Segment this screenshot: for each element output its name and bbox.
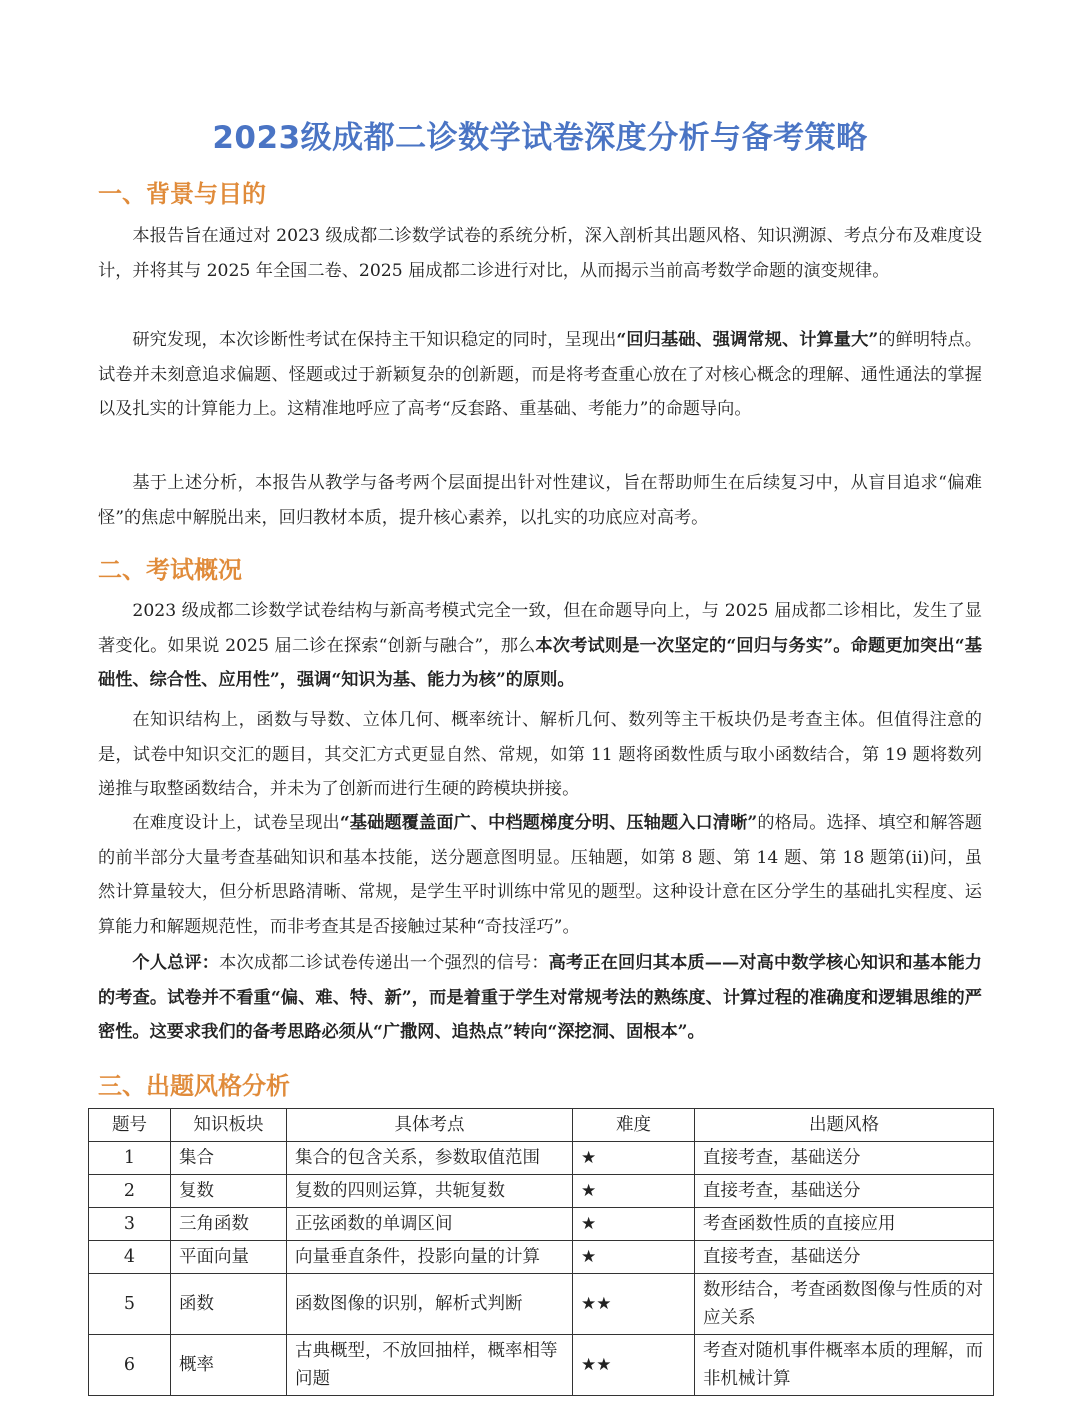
cell-block: 函数 [171, 1274, 287, 1335]
cell-no: 4 [89, 1241, 171, 1274]
cell-difficulty: ★ [573, 1208, 695, 1241]
cell-style: 考查函数性质的直接应用 [695, 1208, 994, 1241]
summary-label: 个人总评： [132, 953, 220, 973]
section2-paragraph-3 [98, 806, 982, 944]
cell-point: 古典概型，不放回抽样，概率相等问题 [287, 1335, 573, 1396]
text-run: 2023 级成都二诊数学试卷结构与新高考模式完全一致，但在命题导向上，与 2025 届成都二诊相比，发生了显著变化。如果说 2025 届二诊在探索“创新与融合”，那么 [98, 601, 982, 656]
cell-no: 3 [89, 1208, 171, 1241]
cell-difficulty: ★★ [573, 1335, 695, 1396]
cell-block: 概率 [171, 1335, 287, 1396]
section2-paragraph-2: 在知识结构上，函数与导数、立体几何、概率统计、解析几何、数列等主干板块仍是考查主体。但值得注意的是，试卷中知识交汇的题目，其交汇方式更显自然、常规，如第 11 题将函数性质与取小函数结合，第 19 题将数列递推与取整函数结合，并未为了创新而进行生硬的跨模块拼接。 [98, 710, 982, 799]
text-run: 的鲜明特点。试卷并未刻意追求偏题、怪题或过于新颖复杂的创新题，而是将考查重心放在了对核心概念的理解、通性通法的掌握以及扎实的计算能力上。这精准地呼应了高考“反套路、重基础、考能力”的命题导向。 [98, 330, 982, 419]
table-row [89, 1208, 994, 1241]
cell-difficulty: ★ [573, 1241, 695, 1274]
cell-block: 三角函数 [171, 1208, 287, 1241]
text-run: 在难度设计上，试卷呈现出 [132, 813, 340, 833]
bold-run: “基础题覆盖面广、中档题梯度分明、压轴题入口清晰” [339, 813, 758, 833]
bold-run: 高考正在回归其本质——对高中数学核心知识和基本能力的考查。试卷并不看重“偏、难、特、新”，而是着重于学生对常规考法的熟练度、计算过程的准确度和逻辑思维的严密性。这要求我们的备考思路必须从“广撒网、追热点”转向“深挖洞、固根本”。 [98, 953, 982, 1042]
bold-run: 本次考试则是一次坚定的“回归与务实”。命题更加突出“基础性、综合性、应用性”，强调“知识为基、能力为核”的原则。 [98, 635, 982, 690]
cell-no: 1 [89, 1142, 171, 1175]
cell-no: 2 [89, 1175, 171, 1208]
section1-heading: 一、背景与目的 [98, 180, 266, 208]
cell-style: 直接考查，基础送分 [695, 1175, 994, 1208]
cell-difficulty: ★★ [573, 1274, 695, 1335]
cell-style: 数形结合，考查函数图像与性质的对应关系 [695, 1274, 994, 1335]
cell-point: 函数图像的识别，解析式判断 [287, 1274, 573, 1335]
text-run: 本次成都二诊试卷传递出一个强烈的信号： [219, 953, 549, 973]
cell-block: 集合 [171, 1142, 287, 1175]
cell-no: 5 [89, 1274, 171, 1335]
cell-point: 正弦函数的单调区间 [287, 1208, 573, 1241]
section1-paragraph-3: 基于上述分析，本报告从教学与备考两个层面提出针对性建议，旨在帮助师生在后续复习中，从盲目追求“偏难怪”的焦虑中解脱出来，回归教材本质，提升核心素养，以扎实的功底应对高考。 [98, 473, 982, 528]
table-row [89, 1274, 994, 1335]
table-row [89, 1175, 994, 1208]
section1-paragraph-1: 本报告旨在通过对 2023 级成都二诊数学试卷的系统分析，深入剖析其出题风格、知识溯源、考点分布及难度设计，并将其与 2025 年全国二卷、2025 届成都二诊进行对比，从而揭示当前高考数学命题的演变规律。 [98, 226, 982, 281]
cell-difficulty: ★ [573, 1142, 695, 1175]
cell-point: 集合的包含关系，参数取值范围 [287, 1142, 573, 1175]
cell-block: 复数 [171, 1175, 287, 1208]
section3-heading: 三、出题风格分析 [98, 1072, 290, 1100]
style-analysis-table [88, 1108, 994, 1396]
cell-difficulty: ★ [573, 1175, 695, 1208]
table-row [89, 1241, 994, 1274]
section2-heading: 二、考试概况 [98, 556, 242, 584]
column-header: 出题风格 [695, 1109, 994, 1142]
cell-point: 向量垂直条件，投影向量的计算 [287, 1241, 573, 1274]
column-header: 具体考点 [287, 1109, 573, 1142]
text-run: 的格局。选择、填空和解答题的前半部分大量考查基础知识和基本技能，送分题意图明显。压轴题，如第 8 题、第 14 题、第 18 题第(ii)问，虽然计算量较大，但分析思路清晰、常规，是学生平时训练中常见的题型。这种设计意在区分学生的基础扎实程度、运算能力和解题规范性，而非考查其是否接触过某种“奇技淫巧”。 [98, 813, 982, 937]
section1-paragraph-2 [98, 323, 982, 427]
bold-run: “回归基础、强调常规、计算量大” [616, 330, 879, 350]
column-header: 知识板块 [171, 1109, 287, 1142]
cell-style: 直接考查，基础送分 [695, 1241, 994, 1274]
cell-style: 直接考查，基础送分 [695, 1142, 994, 1175]
document-title: 2023级成都二诊数学试卷深度分析与备考策略 [212, 120, 868, 156]
table-header-row [89, 1109, 994, 1142]
section2-paragraph-1 [98, 594, 982, 698]
cell-style: 考查对随机事件概率本质的理解，而非机械计算 [695, 1335, 994, 1396]
cell-no: 6 [89, 1335, 171, 1396]
table-row [89, 1142, 994, 1175]
section2-summary [98, 946, 982, 1050]
table-row [89, 1335, 994, 1396]
cell-block: 平面向量 [171, 1241, 287, 1274]
column-header: 难度 [573, 1109, 695, 1142]
text-run: 研究发现，本次诊断性考试在保持主干知识稳定的同时，呈现出 [132, 330, 617, 350]
cell-point: 复数的四则运算，共轭复数 [287, 1175, 573, 1208]
column-header: 题号 [89, 1109, 171, 1142]
